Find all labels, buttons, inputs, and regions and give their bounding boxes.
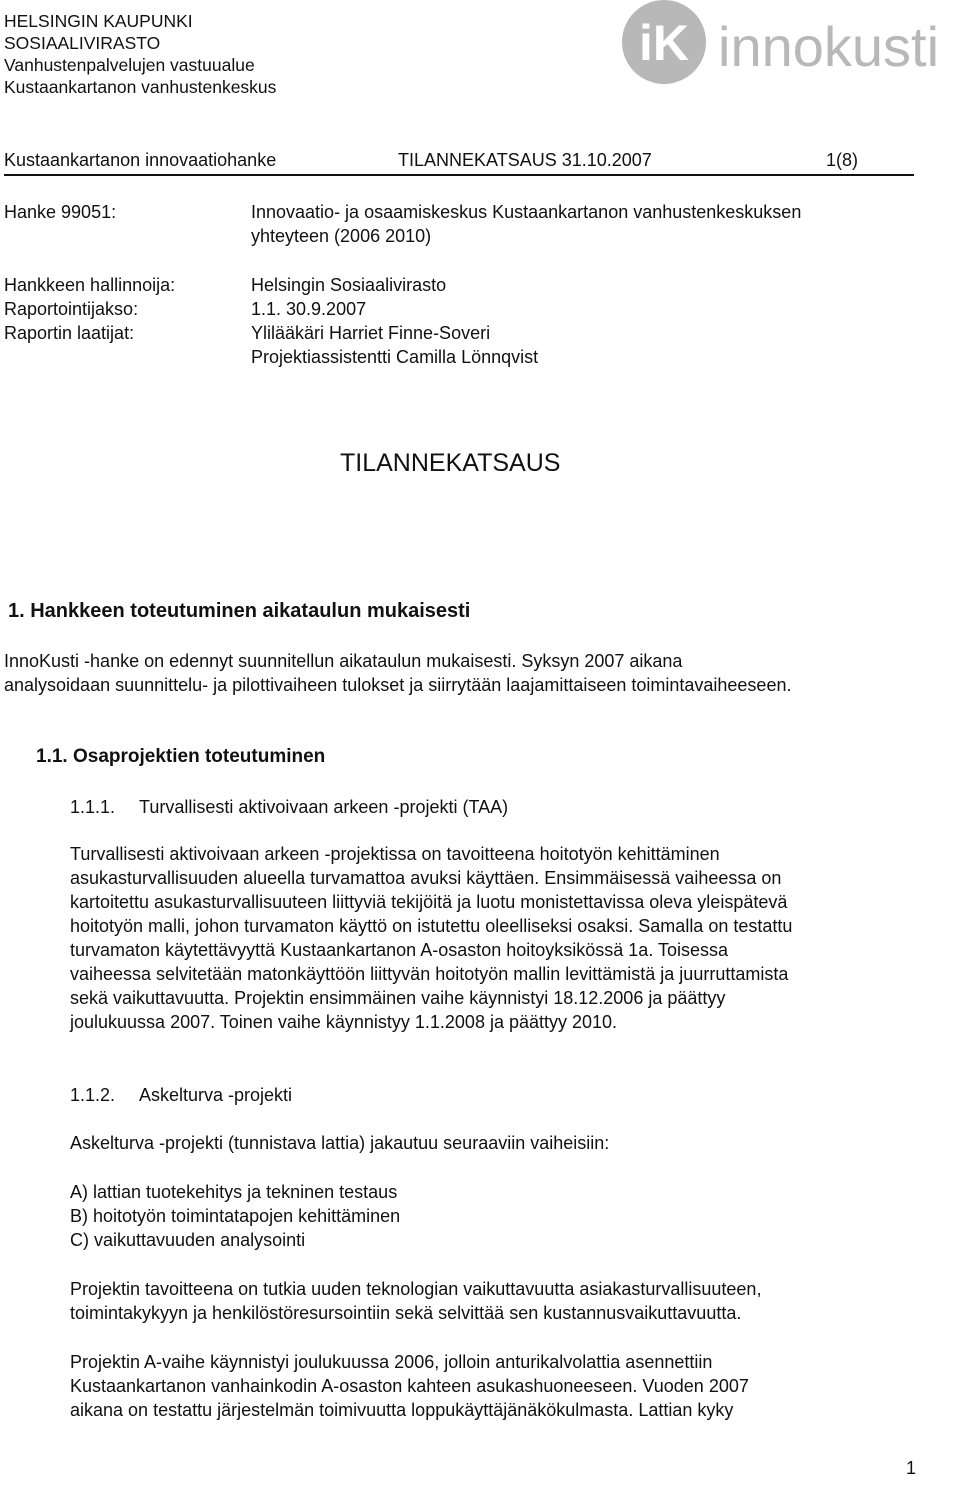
org-line: Kustaankartanon vanhustenkeskus (4, 77, 277, 97)
header-report-date: TILANNEKATSAUS 31.10.2007 (398, 150, 652, 170)
org-line: HELSINGIN KAUPUNKI (4, 11, 193, 31)
logo-word: innokusti (718, 15, 940, 78)
text-line: Projektin A-vaihe käynnistyi joulukuussa 2006, jolloin anturikalvolattia asennettiin (70, 1352, 713, 1372)
subsection-heading: 1.1. Osaprojektien toteutuminen (36, 746, 326, 767)
org-line: Vanhustenpalvelujen vastuualue (4, 55, 255, 75)
text-line: analysoidaan suunnittelu- ja pilottivaiheen tulokset ja siirrytään laajamittaiseen toimintavaiheeseen. (4, 675, 792, 695)
subsubsection-number: 1.1.2. (70, 1085, 116, 1105)
subsubsection-heading (70, 1083, 292, 1107)
section-heading: 1. Hankkeen toteutuminen aikataulun mukaisesti (8, 600, 471, 622)
phase-list (0, 1180, 960, 1252)
subsubsection-number: 1.1.1. (70, 797, 116, 817)
text-line: hoitotyön malli, johon turvamaton käyttö on istutettu oleelliseksi osaksi. Samalla on testattu (70, 916, 793, 936)
meta-label: Hankkeen hallinnoija: (4, 275, 176, 295)
header-project: Kustaankartanon innovaatiohanke (4, 150, 277, 170)
meta-value: Projektiassistentti Camilla Lönnqvist (251, 347, 539, 367)
text-line: Turvallisesti aktivoivaan arkeen -projektissa on tavoitteena hoitotyön kehittäminen (70, 844, 720, 864)
list-item: B) hoitotyön toimintatapojen kehittäminen (70, 1206, 401, 1226)
meta-value: yhteyteen (2006 2010) (251, 226, 432, 246)
section-body (0, 842, 960, 1034)
page-number: 1 (905, 1458, 916, 1478)
text-line: Askelturva -projekti (tunnistava lattia) jakautuu seuraaviin vaiheisiin: (70, 1133, 610, 1153)
text-line: sekä vaikuttavuutta. Projektin ensimmäinen vaihe käynnistyi 18.12.2006 ja päättyy (70, 988, 726, 1008)
meta-label: Raportin laatijat: (4, 323, 135, 343)
organization-block (4, 10, 276, 98)
text-line: aikana on testattu järjestelmän toimivuutta loppukäyttäjänäkökulmasta. Lattian kyky (70, 1400, 734, 1420)
innokusti-logo (600, 0, 960, 88)
meta-value: 1.1. 30.9.2007 (251, 299, 367, 319)
section-intro (0, 1131, 960, 1155)
logo-mark: iK (639, 15, 689, 71)
header-page-count: 1(8) (826, 150, 859, 170)
list-item: C) vaikuttavuuden analysointi (70, 1230, 306, 1250)
meta-value: Ylilääkäri Harriet Finne-Soveri (251, 323, 491, 343)
document-title: TILANNEKATSAUS (340, 449, 561, 477)
text-line: toimintakykyyn ja henkilöstöresursointiin sekä selvittää sen kustannusvaikuttavuutta. (70, 1303, 742, 1323)
section-body (0, 649, 960, 697)
running-header (4, 148, 914, 176)
meta-label: Raportointijakso: (4, 299, 139, 319)
text-line: turvamaton käytettävyyttä Kustaankartanon A-osaston hoitoyksikössä 1a. Toisessa (70, 940, 729, 960)
text-line: kartoitettu asukasturvallisuuteen liittyviä tekijöitä ja luotu monistettavissa oleva yleispätevä (70, 892, 788, 912)
org-line: SOSIAALIVIRASTO (4, 33, 161, 53)
text-line: Kustaankartanon vanhainkodin A-osaston kahteen asukashuoneeseen. Vuoden 2007 (70, 1376, 749, 1396)
text-line: Projektin tavoitteena on tutkia uuden teknologian vaikuttavuutta asiakasturvallisuuteen, (70, 1279, 762, 1299)
section-body (0, 1350, 960, 1422)
text-line: vaiheessa selvitetään matonkäyttöön liittyvän hoitotyön mallin levittämistä ja juurruttamista (70, 964, 789, 984)
meta-value: Innovaatio- ja osaamiskeskus Kustaankartanon vanhustenkeskuksen (251, 202, 802, 222)
subsubsection-title: Turvallisesti aktivoivaan arkeen -projekti (TAA) (139, 797, 509, 817)
text-line: asukasturvallisuuden alueella turvamattoa avuksi käyttäen. Ensimmäisessä vaiheessa on (70, 868, 782, 888)
section-body (0, 1277, 960, 1325)
text-line: joulukuussa 2007. Toinen vaihe käynnistyy 1.1.2008 ja päättyy 2010. (70, 1012, 618, 1032)
subsubsection-title: Askelturva -projekti (139, 1085, 293, 1105)
text-line: InnoKusti -hanke on edennyt suunnitellun aikataulun mukaisesti. Syksyn 2007 aikana (4, 651, 683, 671)
meta-label: Hanke 99051: (4, 202, 117, 222)
meta-value: Helsingin Sosiaalivirasto (251, 275, 447, 295)
list-item: A) lattian tuotekehitys ja tekninen testaus (70, 1182, 398, 1202)
subsubsection-heading (70, 795, 508, 819)
